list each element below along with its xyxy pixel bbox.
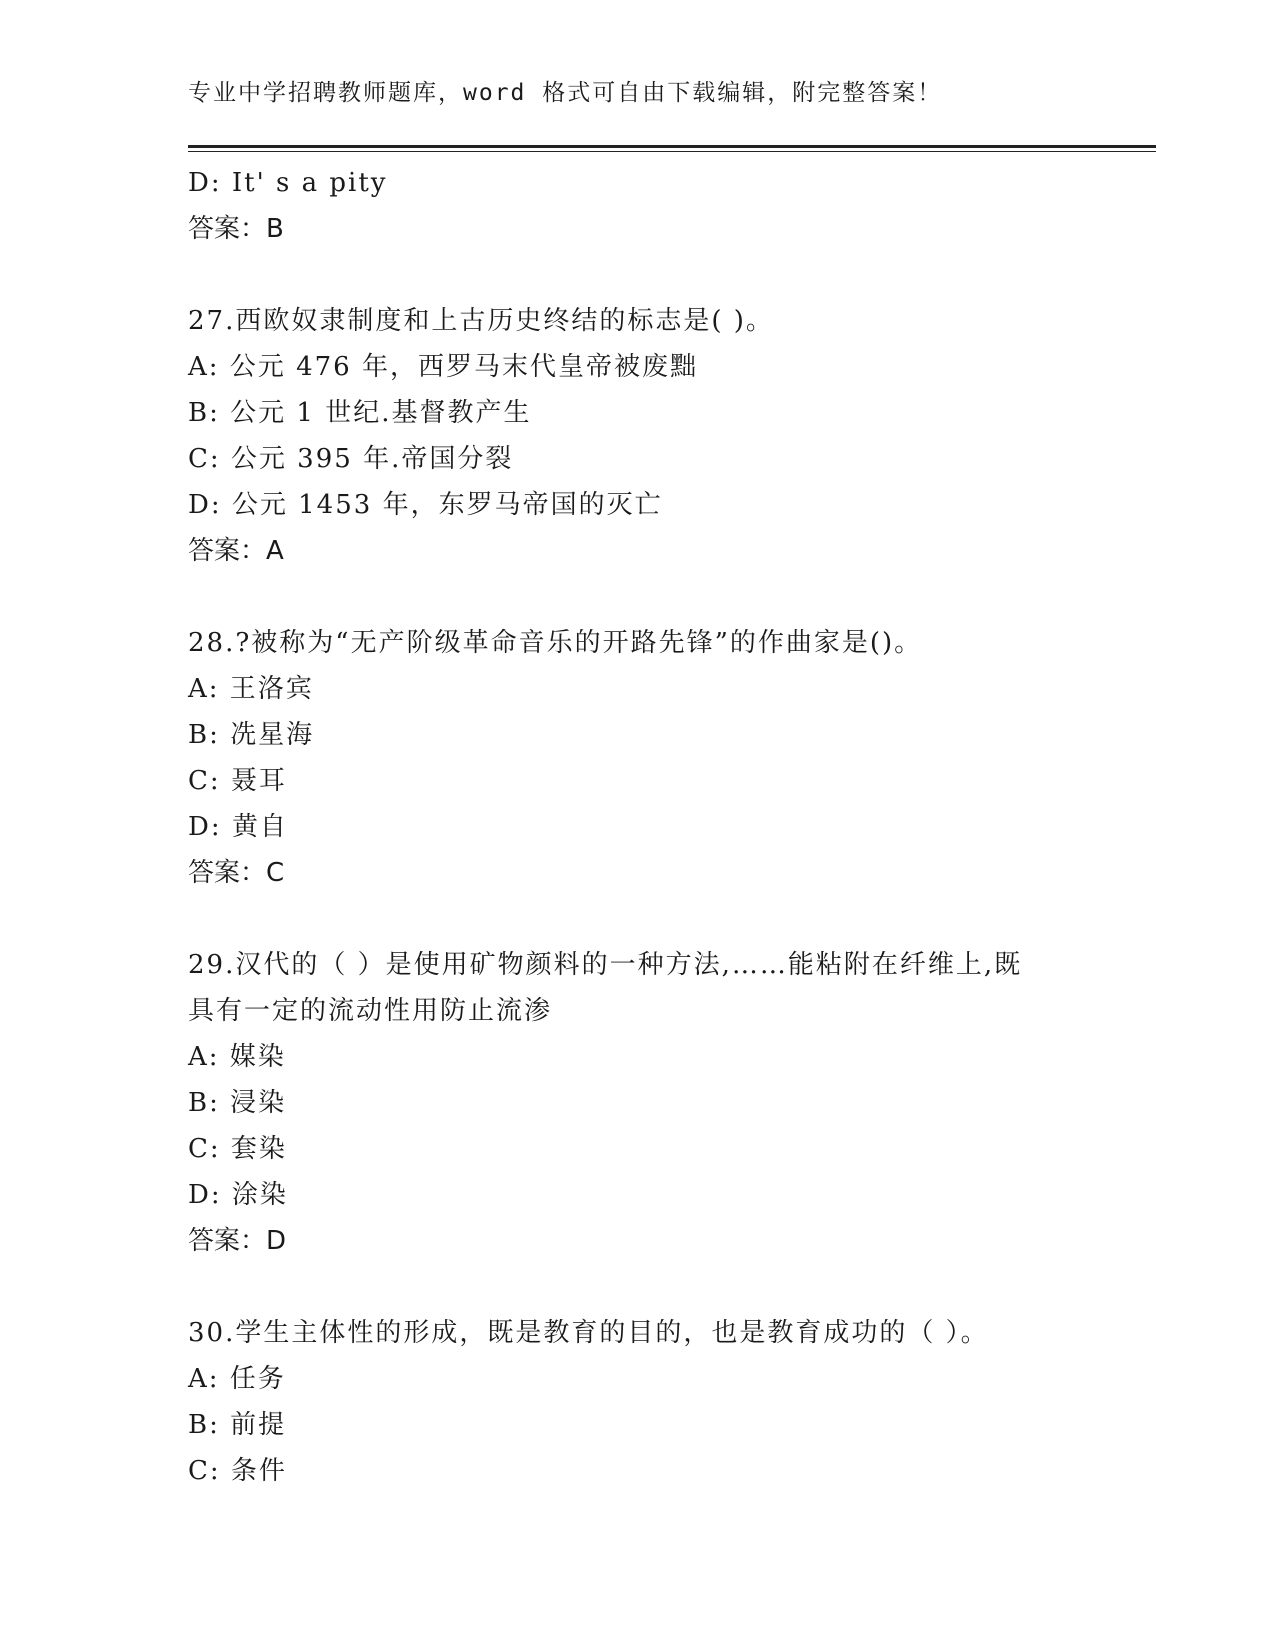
question-28-option-b: B: 冼星海 [188, 720, 315, 750]
question-28-option-c: C: 聂耳 [188, 766, 287, 796]
question-29-answer: 答案：D [188, 1226, 287, 1256]
question-30-option-c: C: 条件 [188, 1456, 287, 1486]
spacer [188, 896, 1088, 942]
header-divider-thick [188, 145, 1156, 148]
question-29-option-b: B: 浸染 [188, 1088, 287, 1118]
question-29-option-a: A: 媒染 [188, 1042, 286, 1072]
question-29-text-line1: 29.汉代的（ ）是使用矿物颜料的一种方法,……能粘附在纤维上,既 [188, 950, 1023, 980]
question-30-text: 30.学生主体性的形成，既是教育的目的，也是教育成功的（ ）。 [188, 1318, 989, 1348]
question-30-option-b: B: 前提 [188, 1410, 287, 1440]
question-28-option-a: A: 王洛宾 [188, 674, 314, 704]
question-28-answer: 答案：C [188, 858, 285, 888]
question-list [188, 160, 1088, 1494]
question-29-option-d: D: 涂染 [188, 1180, 288, 1210]
question-28-text: 28.?被称为“无产阶级革命音乐的开路先锋”的作曲家是()。 [188, 628, 923, 658]
question-27-answer: 答案：A [188, 536, 284, 566]
page-header: 专业中学招聘教师题库，word 格式可自由下载编辑，附完整答案！ [188, 80, 943, 106]
question-29-option-c: C: 套染 [188, 1134, 287, 1164]
question-27-option-c: C: 公元 395 年.帝国分裂 [188, 444, 514, 474]
question-27-option-d: D: 公元 1453 年，东罗马帝国的灭亡 [188, 490, 663, 520]
spacer [188, 252, 1088, 298]
question-27-option-b: B: 公元 1 世纪.基督教产生 [188, 398, 532, 428]
question-27-option-a: A: 公元 476 年，西罗马末代皇帝被废黜 [188, 352, 698, 382]
question-27-text: 27.西欧奴隶制度和上古历史终结的标志是( )。 [188, 306, 774, 336]
spacer [188, 1264, 1088, 1310]
answer-label: 答案：B [188, 214, 284, 244]
question-28-option-d: D: 黄自 [188, 812, 288, 842]
option-d: D: It' s a pity [188, 168, 388, 198]
question-30-option-a: A: 任务 [188, 1364, 286, 1394]
header-divider-thin [188, 151, 1156, 152]
spacer [188, 574, 1088, 620]
question-29-text-line2: 具有一定的流动性用防止流渗 [188, 996, 553, 1026]
